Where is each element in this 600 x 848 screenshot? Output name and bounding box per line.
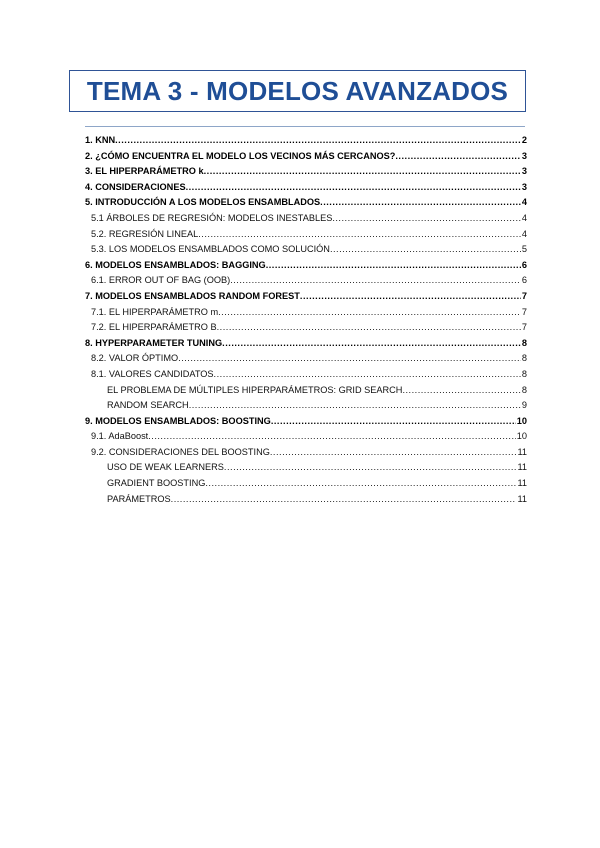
toc-dot-leader bbox=[300, 289, 521, 305]
toc-entry-title: 5.1 ÁRBOLES DE REGRESIÓN: MODELOS INESTABLES bbox=[91, 212, 333, 223]
toc-entry[interactable] bbox=[85, 195, 527, 211]
toc-dot-leader bbox=[204, 164, 521, 180]
toc-dot-leader bbox=[330, 242, 521, 258]
toc-entry[interactable] bbox=[85, 336, 527, 352]
toc-entry-page: 4 bbox=[521, 228, 527, 239]
toc-entry-page: 11 bbox=[517, 462, 527, 473]
toc-dot-leader bbox=[402, 383, 520, 399]
toc-entry[interactable] bbox=[85, 242, 527, 258]
toc-dot-leader bbox=[171, 492, 517, 508]
toc-entry[interactable] bbox=[85, 367, 527, 383]
toc-entry-page: 7 bbox=[521, 290, 527, 301]
toc-dot-leader bbox=[189, 398, 521, 414]
toc-entry-page: 3 bbox=[521, 166, 527, 177]
toc-entry-title: 5.2. REGRESIÓN LINEAL bbox=[91, 228, 199, 239]
toc-entry[interactable] bbox=[85, 320, 527, 336]
toc-entry-title: RANDOM SEARCH bbox=[107, 400, 189, 411]
toc-entry[interactable] bbox=[85, 414, 527, 430]
toc-dot-leader bbox=[198, 227, 521, 243]
toc-dot-leader bbox=[217, 320, 521, 336]
toc-dot-leader bbox=[320, 195, 521, 211]
toc-dot-leader bbox=[115, 133, 521, 149]
toc-entry[interactable] bbox=[85, 258, 527, 274]
toc-entry[interactable] bbox=[85, 211, 527, 227]
toc-entry-page: 10 bbox=[516, 431, 527, 442]
toc-entry[interactable] bbox=[85, 429, 527, 445]
toc-entry[interactable] bbox=[85, 460, 527, 476]
toc-entry-page: 8 bbox=[521, 337, 527, 348]
toc-entry-page: 8 bbox=[521, 368, 527, 379]
toc-entry-page: 8 bbox=[521, 384, 527, 395]
toc-entry[interactable] bbox=[85, 149, 527, 165]
title-divider bbox=[85, 126, 525, 127]
toc-entry-title: USO DE WEAK LEARNERS bbox=[107, 462, 224, 473]
toc-entry[interactable] bbox=[85, 383, 527, 399]
toc-entry-title: 5.3. LOS MODELOS ENSAMBLADOS COMO SOLUCIÓN bbox=[91, 244, 330, 255]
toc-entry-page: 3 bbox=[521, 181, 527, 192]
toc-entry-page: 10 bbox=[516, 415, 527, 426]
toc-dot-leader bbox=[214, 367, 521, 383]
toc-entry-page: 5 bbox=[521, 244, 527, 255]
toc-entry-title: 8. HYPERPARAMETER TUNING bbox=[85, 337, 223, 348]
toc-dot-leader bbox=[266, 258, 521, 274]
toc-dot-leader bbox=[186, 180, 521, 196]
toc-entry-title: 8.1. VALORES CANDIDATOS bbox=[91, 368, 214, 379]
toc-entry-title: GRADIENT BOOSTING bbox=[107, 478, 206, 489]
toc-entry-title: 5. INTRODUCCIÓN A LOS MODELOS ENSAMBLADOS bbox=[85, 197, 321, 208]
toc-entry-page: 4 bbox=[521, 197, 527, 208]
toc-dot-leader bbox=[222, 336, 521, 352]
toc-entry-page: 7 bbox=[521, 306, 527, 317]
toc-entry-title: 1. KNN bbox=[85, 135, 116, 145]
toc-entry-page: 11 bbox=[517, 493, 527, 504]
toc-entry-title: 9.1. AdaBoost bbox=[91, 431, 149, 442]
table-of-contents bbox=[85, 133, 527, 507]
toc-entry-page: 3 bbox=[521, 150, 527, 161]
toc-dot-leader bbox=[205, 476, 516, 492]
toc-entry-page: 7 bbox=[521, 322, 527, 333]
toc-entry-page: 8 bbox=[521, 353, 527, 364]
toc-entry-page: 11 bbox=[517, 478, 527, 489]
toc-entry[interactable] bbox=[85, 492, 527, 508]
toc-dot-leader bbox=[178, 351, 521, 367]
toc-entry-title: EL PROBLEMA DE MÚLTIPLES HIPERPARÁMETROS: GRID SEARCH bbox=[107, 384, 403, 395]
toc-entry[interactable] bbox=[85, 476, 527, 492]
toc-entry-title: 9. MODELOS ENSAMBLADOS: BOOSTING bbox=[85, 415, 271, 426]
toc-dot-leader bbox=[224, 460, 517, 476]
toc-entry[interactable] bbox=[85, 445, 527, 461]
toc-entry-title: 6. MODELOS ENSAMBLADOS: BAGGING bbox=[85, 259, 266, 270]
document-title: TEMA 3 - MODELOS AVANZADOS bbox=[86, 75, 509, 106]
toc-entry-title: 7.2. EL HIPERPARÁMETRO B bbox=[91, 322, 217, 333]
toc-entry[interactable] bbox=[85, 305, 527, 321]
toc-dot-leader bbox=[395, 149, 521, 165]
toc-entry-page: 11 bbox=[517, 446, 527, 457]
toc-entry-page: 4 bbox=[521, 212, 527, 223]
toc-entry-title: 9.2. CONSIDERACIONES DEL BOOSTING bbox=[91, 446, 270, 457]
toc-entry-title: 7. MODELOS ENSAMBLADOS RANDOM FOREST bbox=[85, 290, 300, 301]
toc-entry[interactable] bbox=[85, 351, 527, 367]
toc-entry-page: 9 bbox=[521, 400, 527, 411]
toc-entry-title: PARÁMETROS bbox=[107, 493, 171, 504]
toc-entry-title: 3. EL HIPERPARÁMETRO k bbox=[85, 166, 204, 177]
toc-dot-leader bbox=[148, 429, 516, 445]
toc-entry[interactable] bbox=[85, 289, 527, 305]
toc-entry-page: 2 bbox=[521, 135, 527, 145]
toc-entry[interactable] bbox=[85, 180, 527, 196]
toc-entry-title: 2. ¿CÓMO ENCUENTRA EL MODELO LOS VECINOS MÁS CERCANOS? bbox=[85, 150, 396, 161]
toc-entry[interactable] bbox=[85, 398, 527, 414]
toc-entry[interactable] bbox=[85, 164, 527, 180]
toc-dot-leader bbox=[270, 445, 517, 461]
toc-dot-leader bbox=[332, 211, 521, 227]
toc-entry[interactable] bbox=[85, 227, 527, 243]
toc-entry-title: 6.1. ERROR OUT OF BAG (OOB) bbox=[91, 275, 231, 286]
toc-entry-page: 6 bbox=[521, 275, 527, 286]
toc-entry-title: 4. CONSIDERACIONES bbox=[85, 181, 186, 192]
toc-entry[interactable] bbox=[85, 133, 527, 149]
toc-dot-leader bbox=[230, 273, 521, 289]
toc-dot-leader bbox=[271, 414, 516, 430]
toc-dot-leader bbox=[218, 305, 521, 321]
toc-entry-title: 7.1. EL HIPERPARÁMETRO m bbox=[91, 306, 219, 317]
title-box bbox=[69, 70, 526, 112]
toc-entry-page: 6 bbox=[521, 259, 527, 270]
toc-entry[interactable] bbox=[85, 273, 527, 289]
toc-entry-title: 8.2. VALOR ÓPTIMO bbox=[91, 353, 179, 364]
